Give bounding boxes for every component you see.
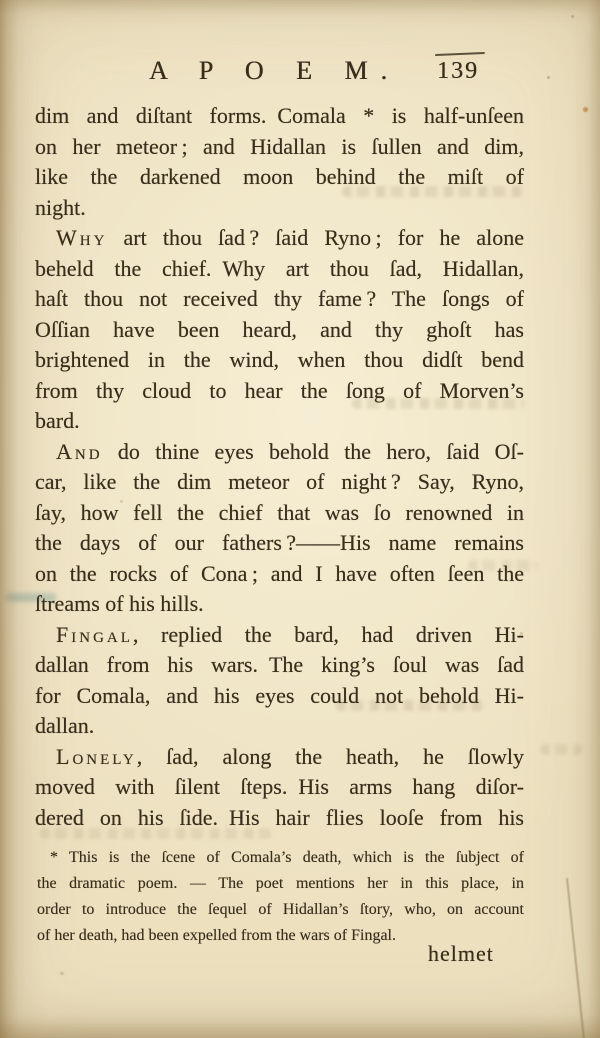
footnote [37,845,524,949]
paragraph [35,437,524,620]
footnote-line: of her death, had been expelled from the wars of Fingal. [37,927,396,944]
text-block [35,101,524,833]
paragraph [35,223,524,437]
foxing-speck [583,107,588,112]
paragraph-opener: Lonely [56,743,137,769]
body-line: dallan. [35,713,95,738]
body-line: from thy cloud to hear the ſong of Morven’s [35,377,524,403]
paragraph-opener: And [56,438,103,464]
foxing-speck [571,15,574,18]
body-line-text: , ſad, along the heath, he ſlowly [136,743,524,769]
footnote-line: order to introduce the ſequel of Hidallan’s ſtory, who, on account [37,901,524,918]
body-line: on the rocks of Cona ; and I have often ſeen the [35,560,524,586]
paragraph [35,742,524,834]
paragraph-opener: Fingal [56,621,133,647]
body-line: car, like the dim meteor of night ? Say, Ryno, [35,469,524,494]
body-line: beheld the chief. Why art thou ſad, Hidallan, [35,255,524,281]
footnote-line: * This is the ſcene of Comala’s death, which is the ſubject of [50,849,524,866]
body-line: ſay, how fell the chief that was ſo renowned in [35,499,524,525]
body-line: bard. [35,408,80,433]
body-line [35,437,524,468]
page-header-title: A P O E M. [148,56,401,85]
body-line: dered on his ſide. His hair flies looſe from his [35,804,524,830]
body-line: for Comala, and his eyes could not behold Hi- [35,682,524,708]
body-line: moved with ſilent ſteps. His arms hang diſor- [35,774,524,799]
body-line: ſtreams of his hills. [35,591,204,616]
page-number: 139 [437,58,479,84]
footnote-line: the dramatic poem. — The poet mentions her in this place, in [37,875,524,892]
body-line-text: , replied the bard, had driven Hi- [132,621,524,647]
body-line: like the darkened moon behind the miſt of [35,164,524,189]
body-line: night. [35,194,86,220]
foxing-speck [60,972,64,975]
body-line: dim and diſtant forms. Comala * is half-unſeen [35,103,524,128]
catchword: helmet [428,941,494,966]
body-line [35,742,524,773]
body-line: on her meteor ; and Hidallan is ſullen and dim, [35,133,524,159]
page-edge-line [566,878,586,1038]
body-line [35,620,524,651]
body-line: Oſſian have been heard, and thy ghoſt has [35,316,524,342]
paragraph-opener: Why [56,225,108,250]
body-line: haſt thou not received thy fame ? The ſongs of [35,286,524,311]
body-line-text: do thine eyes behold the hero, ſaid Oſ- [102,438,524,464]
show-through-smudge [540,744,582,755]
running-header [35,52,524,92]
paragraph [35,620,524,742]
foxing-speck [547,76,550,79]
body-line [35,223,524,254]
body-line-text: art thou ſad ? ſaid Ryno ; for he alone [107,225,524,250]
body-line: brightened in the wind, when thou didſt bend [35,347,524,372]
body-line: dallan from his wars. The king’s ſoul was ſad [35,652,524,677]
paragraph [35,101,524,223]
body-line: the days of our fathers ?——His name remains [35,530,524,555]
